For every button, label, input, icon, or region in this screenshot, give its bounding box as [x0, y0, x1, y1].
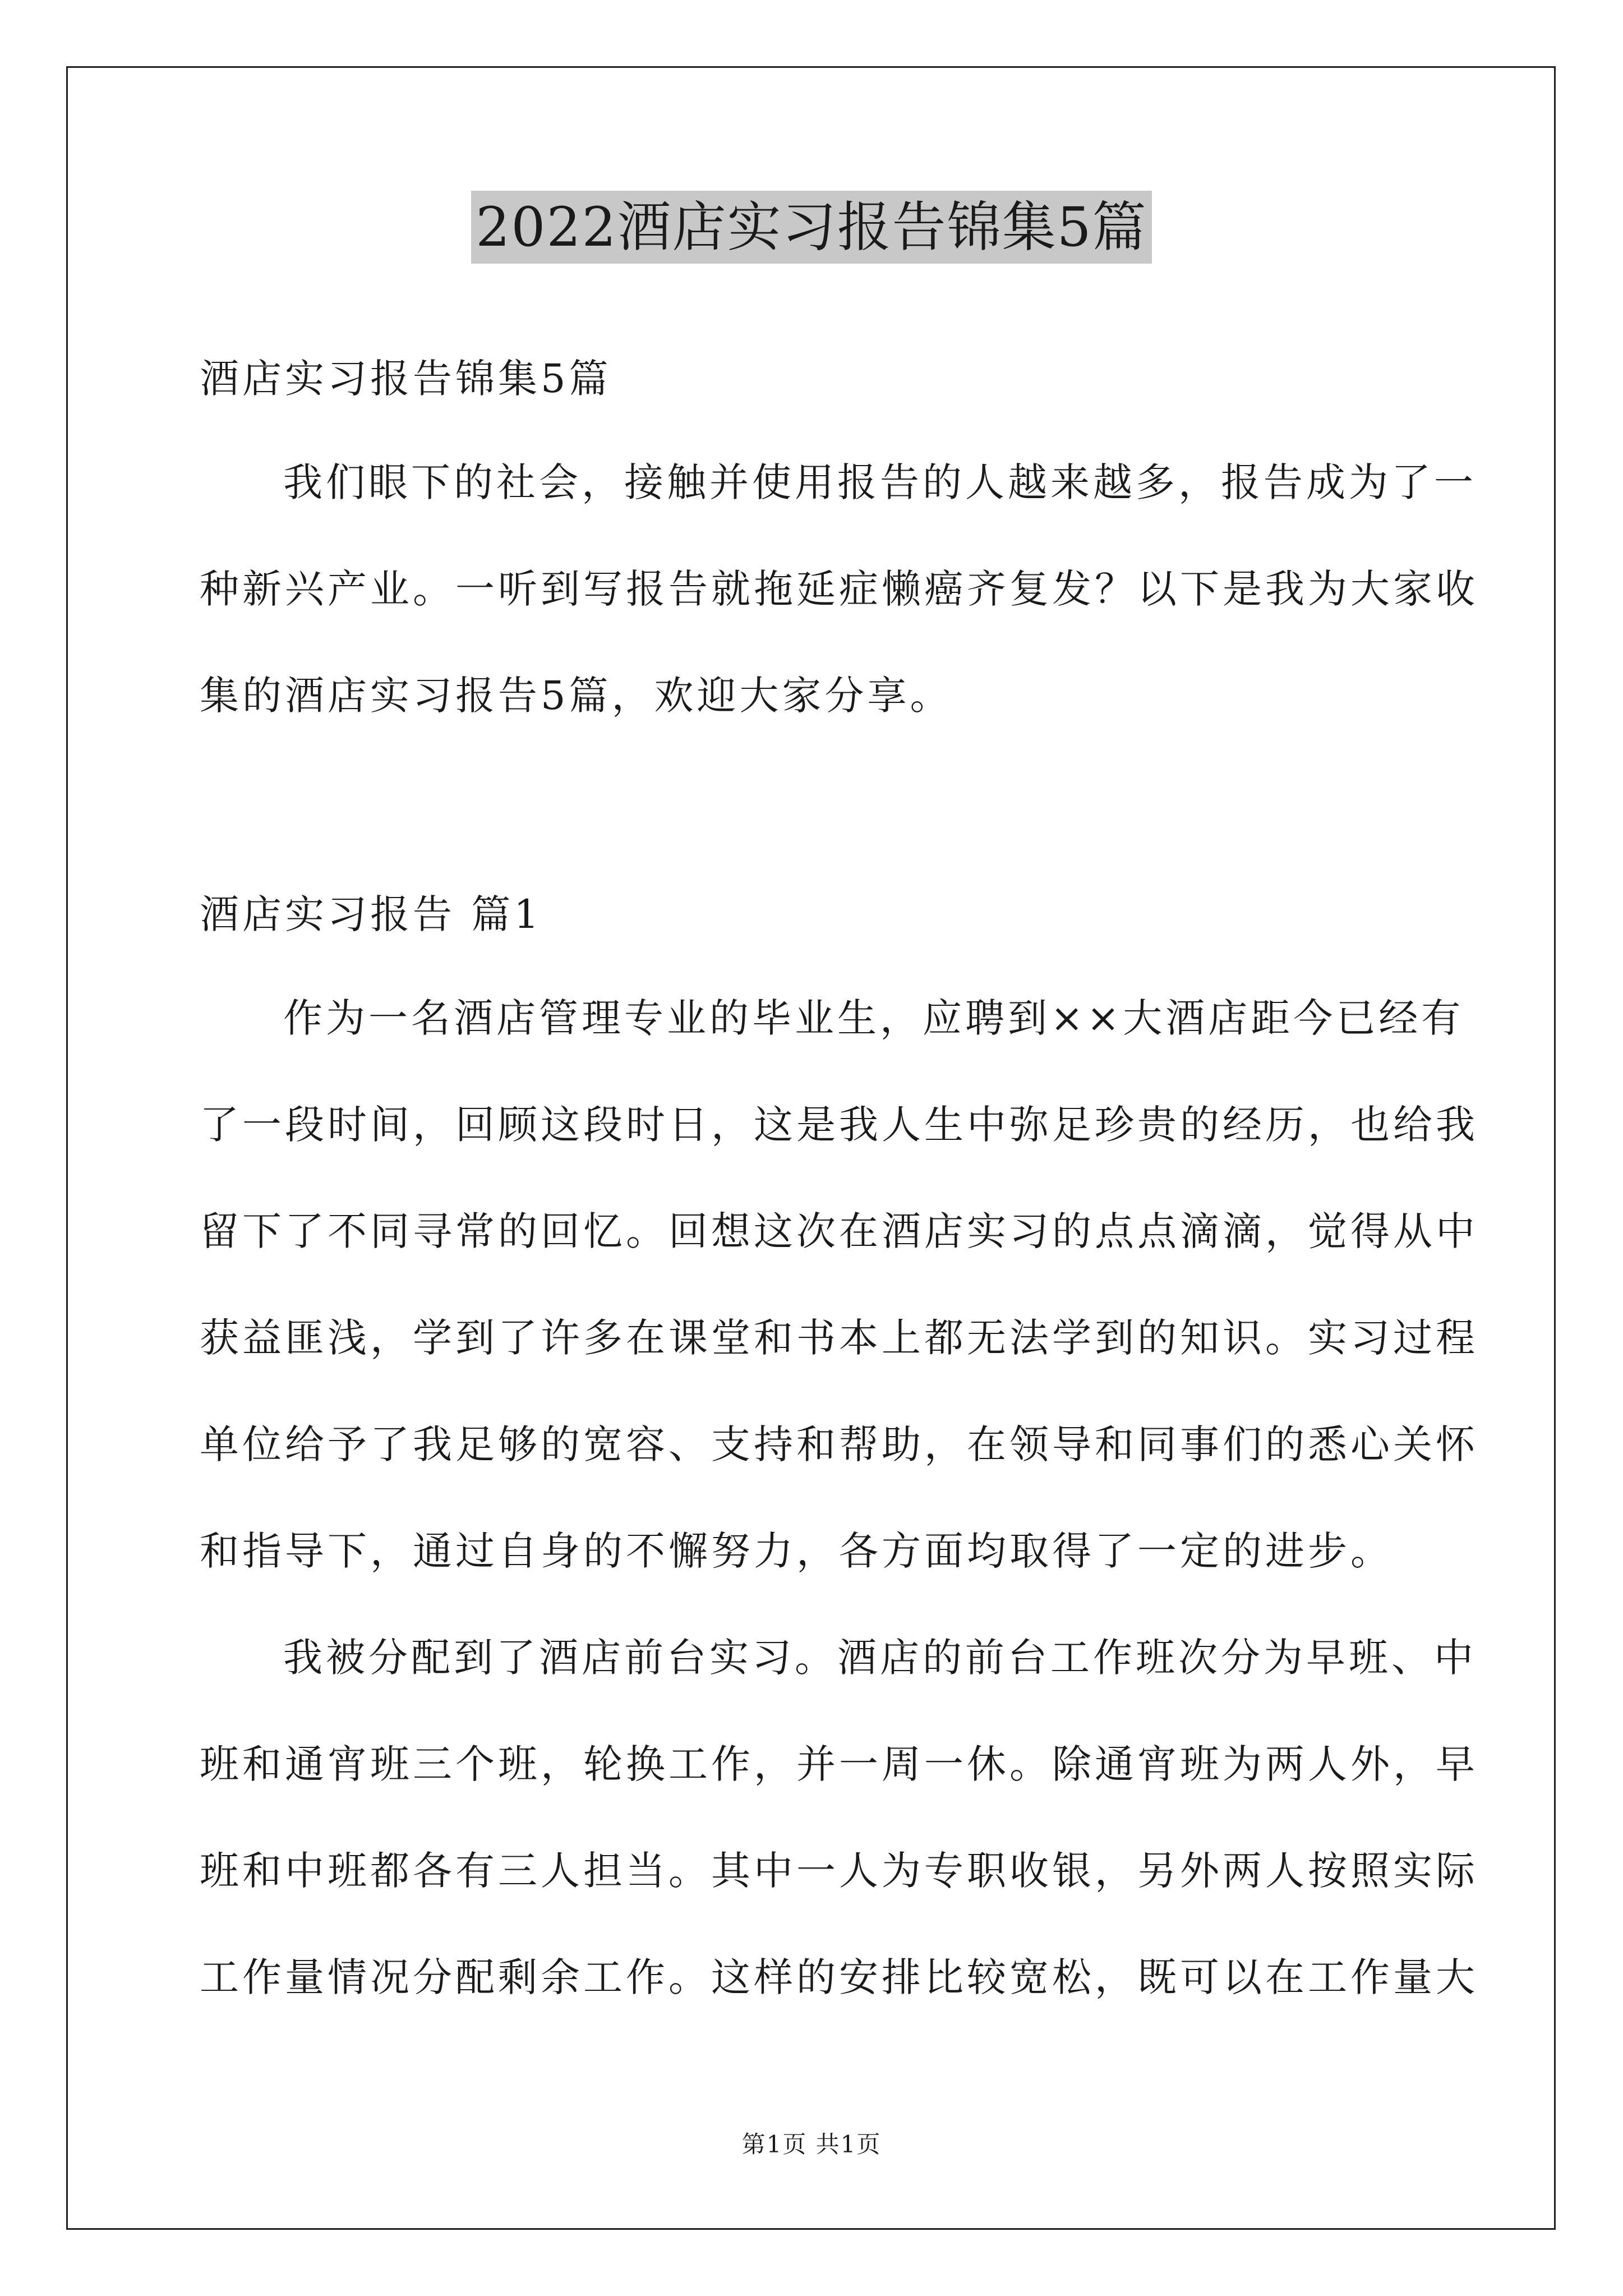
paragraph-line: 工作量情况分配剩余工作。这样的安排比较宽松，既可以在工作量大: [200, 1954, 1478, 2000]
page-footer: 第1页 共1页: [741, 2131, 882, 2158]
paragraph-line: 班和中班都各有三人担当。其中一人为专职收银，另外两人按照实际: [200, 1848, 1478, 1894]
document-title: 2022酒店实习报告锦集5篇: [471, 191, 1151, 264]
subtitle: 酒店实习报告锦集5篇: [200, 356, 612, 402]
paragraph-line: 了一段时间，回顾这段时日，这是我人生中弥足珍贵的经历，也给我: [200, 1102, 1478, 1148]
paragraph-line: 留下了不同寻常的回忆。回想这次在酒店实习的点点滴滴，觉得从中: [200, 1208, 1478, 1254]
paragraph-line: 获益匪浅，学到了许多在课堂和书本上都无法学到的知识。实习过程: [200, 1315, 1478, 1361]
paragraph-line: 作为一名酒店管理专业的毕业生，应聘到××大酒店距今已经有: [283, 995, 1464, 1041]
intro-line: 我们眼下的社会，接触并使用报告的人越来越多，报告成为了一: [283, 459, 1477, 505]
paragraph-line: 单位给予了我足够的宽容、支持和帮助，在领导和同事们的悉心关怀: [200, 1421, 1478, 1467]
paragraph-line: 我被分配到了酒店前台实习。酒店的前台工作班次分为早班、中: [283, 1635, 1477, 1681]
section-heading: 酒店实习报告 篇1: [200, 891, 542, 937]
paragraph-line: 和指导下，通过自身的不懈努力，各方面均取得了一定的进步。: [200, 1528, 1393, 1574]
intro-line: 种新兴产业。一听到写报告就拖延症懒癌齐复发？以下是我为大家收: [200, 566, 1478, 612]
title-container: [0, 191, 1623, 264]
intro-line: 集的酒店实习报告5篇，欢迎大家分享。: [200, 673, 953, 719]
paragraph-line: 班和通宵班三个班，轮换工作，并一周一休。除通宵班为两人外，早: [200, 1741, 1478, 1787]
